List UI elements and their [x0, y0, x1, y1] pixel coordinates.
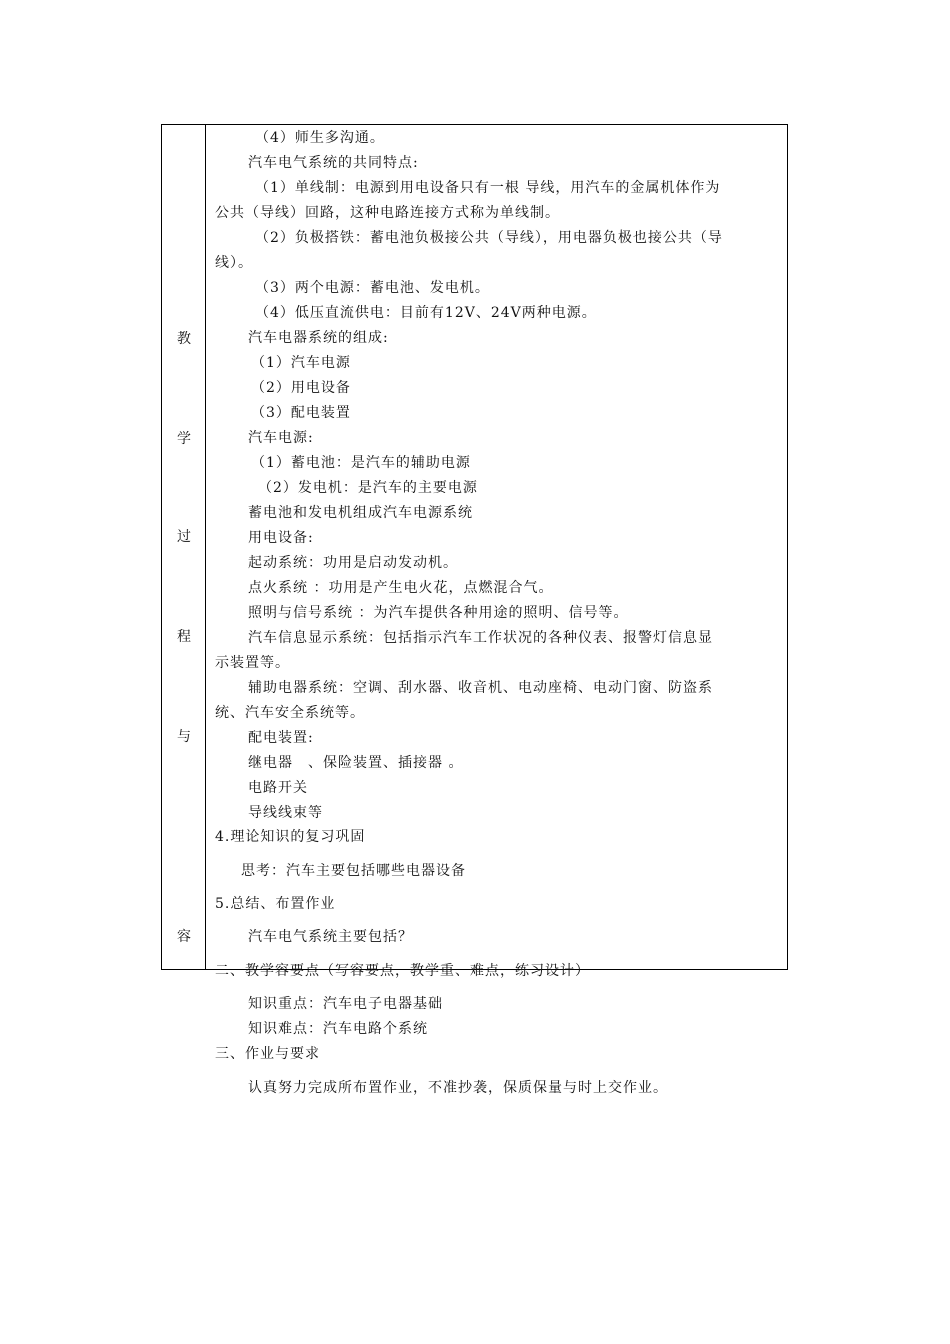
side-label-column: [162, 125, 206, 969]
content-line: 公共（导线）回路，这种电路连接方式称为单线制。: [215, 205, 560, 221]
content-line: （4）低压直流供电：目前有12V、24V两种电源。: [255, 305, 597, 321]
content-line: 辅助电器系统：空调、刮水器、收音机、电动座椅、电动门窗、防盗系: [248, 680, 713, 696]
content-line: 思考：汽车主要包括哪些电器设备: [241, 863, 466, 879]
lesson-table: [161, 124, 788, 1096]
content-line: （1）蓄电池：是汽车的辅助电源: [251, 455, 471, 471]
side-label-char: 学: [177, 431, 191, 447]
side-label-char: 与: [177, 729, 191, 745]
content-line: 知识重点：汽车电子电器基础: [248, 996, 443, 1012]
content-line: （1）汽车电源: [251, 355, 351, 371]
content-line: 统、汽车安全系统等。: [215, 705, 365, 721]
content-line: 线）。: [215, 255, 253, 271]
content-line: （3）两个电源：蓄电池、发电机。: [255, 280, 490, 296]
content-line: （2）用电设备: [251, 380, 351, 396]
side-label-char: 程: [177, 629, 191, 645]
content-line: 认真努力完成所布置作业，不准抄袭，保质保量与时上交作业。: [248, 1080, 668, 1096]
content-line: 汽车信息显示系统：包括指示汽车工作状况的各种仪表、报警灯信息显: [248, 630, 713, 646]
side-label-char: 过: [177, 529, 191, 545]
content-line: 汽车电气系统主要包括？: [248, 929, 413, 945]
content-line: 配电装置:: [248, 730, 314, 746]
section-heading: 二、教学容要点（写容要点，教学重、难点，练习设计）: [215, 963, 590, 979]
content-line: 点火系统 ：功用是产生电火花，点燃混合气。: [248, 580, 554, 596]
content-line: （4）师生多沟通。: [255, 130, 385, 146]
content-line: 汽车电源:: [248, 430, 314, 446]
content-line: 电路开关: [248, 780, 308, 796]
content-line: 汽车电器系统的组成:: [248, 330, 389, 346]
content-line: （2）发电机：是汽车的主要电源: [258, 480, 478, 496]
section-heading: 4.理论知识的复习巩固: [215, 829, 366, 845]
content-line: 汽车电气系统的共同特点:: [248, 155, 419, 171]
content-line: 导线线束等: [248, 805, 323, 821]
content-line: （3）配电装置: [251, 405, 351, 421]
content-line: 起动系统：功用是启动发动机。: [248, 555, 458, 571]
section-heading: 5.总结、布置作业: [215, 896, 336, 912]
content-line: 照明与信号系统 ：为汽车提供各种用途的照明、信号等。: [248, 605, 629, 621]
content-line: （1）单线制：电源到用电设备只有一根 导线，用汽车的金属机体作为: [255, 180, 721, 196]
content-line: 蓄电池和发电机组成汽车电源系统: [248, 505, 473, 521]
content-line: 用电设备:: [248, 530, 314, 546]
section-heading: 三、作业与要求: [215, 1046, 320, 1062]
content-line: 知识难点：汽车电路个系统: [248, 1021, 428, 1037]
content-line: 示装置等。: [215, 655, 290, 671]
content-line: （2）负极搭铁：蓄电池负极接公共（导线），用电器负极也接公共（导: [255, 230, 723, 246]
content-line: 继电器 、保险装置、插接器 。: [248, 755, 464, 771]
side-label-char: 容: [177, 929, 191, 945]
lesson-content: [206, 125, 787, 1096]
side-label-char: 教: [177, 331, 191, 347]
